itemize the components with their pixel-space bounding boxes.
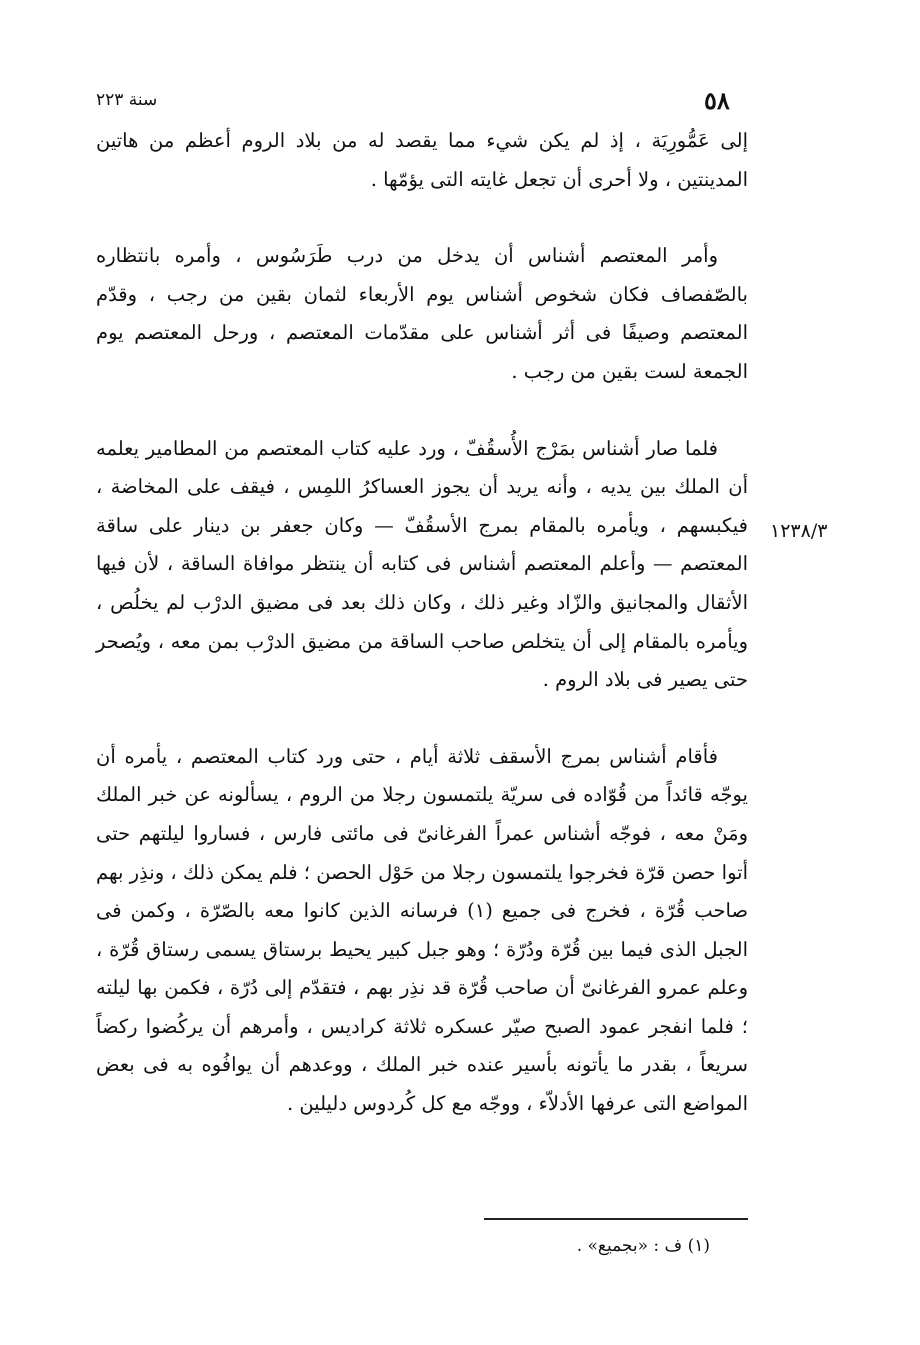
footnote: (١) ف : «بجميع» . <box>576 1236 710 1256</box>
paragraph: إلى عَمُّورِيَة ، إذ لم يكن شيء مما يقصد له من بلاد الروم أعظم من هاتين المدينتين ، ولا أحرى أن تجعل غايته التى يؤمّها . <box>96 129 748 191</box>
margin-reference: ١٢٣٨/٣ <box>770 520 828 542</box>
body-text <box>96 122 748 1124</box>
paragraph: فأقام أشناس بمرج الأسقف ثلاثة أيام ، حتى ورد كتاب المعتصم ، يأمره أن يوجّه قائداً من قُوّاده فى سريّة يلتمسون رجلا من الروم ، يسألونه عن خبر الملك ومَنْ معه ، فوجّه أشناس عمراً الفرغانىّ فى مائتى فارس ، فساروا ليلتهم حتى أتوا حصن قرّة فخرجوا يلتمسون رجلا من حَوْل الحصن ؛ فلم يمكن ذلك ، ونذِر بهم صاحب قُرّة ، فخرج فى جميع (١) فرسانه الذين كانوا معه بالصّرّة ، وكمن فى الجبل الذى فيما بين قُرّة ودُرّة ؛ وهو جبل كبير يحيط برستاق يسمى رستاق قُرّة ، وعلم عمرو الفرغانىّ أن صاحب قُرّة قد نذِر بهم ، فتقدّم إلى دُرّة ، فكمن بها ليلته ؛ فلما انفجر عمود الصبح صيّر عسكره ثلاثة كراديس ، وأمرهم أن يركُضوا ركضاً سريعاً ، بقدر ما يأتونه بأسير عنده خبر الملك ، ووعدهم أن يوافُوه به فى بعض المواضع التى عرفها الأدلاّء ، ووجّه مع كل كُردوس دليلين . <box>96 744 748 1116</box>
page-number: ٥٨ <box>704 86 730 115</box>
running-header-year: سنة ٢٢٣ <box>96 90 158 110</box>
paragraph: وأمر المعتصم أشناس أن يدخل من درب طَرَسُوس ، وأمره بانتظاره بالصّفصاف فكان شخوص أشناس يوم الأربعاء لثمان بقين من رجب ، وقدّم المعتصم وصيفًا فى أثر أشناس على مقدّمات المعتصم ، ورحل المعتصم يوم الجمعة لست بقين من رجب . <box>96 244 748 383</box>
footnote-divider <box>484 1218 748 1220</box>
paragraph: فلما صار أشناس بمَرْج الأُسقُفّ ، ورد عليه كتاب المعتصم من المطامير يعلمه أن الملك بين يديه ، وأنه يريد أن يجوز العساكرُ اللمِس ، فيقف على المخاضة ، فيكبسهم ، ويأمره بالمقام بمرج الأسقُفّ — وكان جعفر بن دينار على ساقة المعتصم — وأعلم المعتصم أشناس فى كتابه أن ينتظر موافاة الساقة ، لأن فيها الأثقال والمجانيق والزّاد وغير ذلك ، وكان ذلك بعد فى مضيق الدرْب لم يخلُص ، ويأمره بالمقام إلى أن يتخلص صاحب الساقة من مضيق الدرْب بمن معه ، ويُصحر حتى يصير فى بلاد الروم . <box>96 436 748 692</box>
